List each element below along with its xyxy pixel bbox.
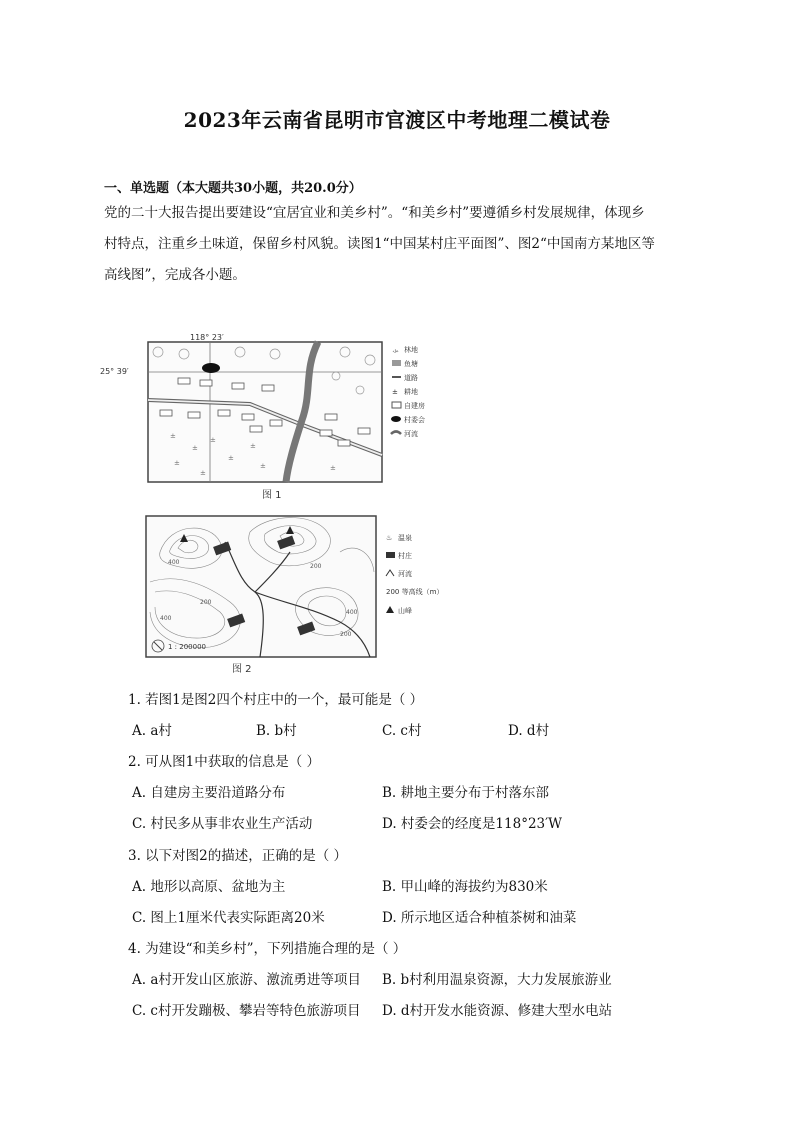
legend-village: 村庄 bbox=[398, 552, 412, 560]
legend-fishpond: 鱼塘 bbox=[404, 360, 418, 368]
question-stem: 4. 为建设“和美乡村”，下列措施合理的是（ ） bbox=[128, 941, 407, 957]
svg-text:±: ± bbox=[174, 459, 180, 467]
fig2-scale: 1 : 200000 bbox=[168, 643, 206, 651]
option-a: A. 自建房主要沿道路分布 bbox=[132, 785, 286, 801]
svg-text:⺗: ⺗ bbox=[392, 346, 399, 354]
option-a: A. 地形以高原、盆地为主 bbox=[132, 879, 286, 895]
question-stem: 1. 若图1是图2四个村庄中的一个，最可能是（ ） bbox=[128, 692, 424, 708]
fig1-legend bbox=[391, 345, 425, 438]
page-title: 2023年云南省昆明市官渡区中考地理二模试卷 bbox=[183, 108, 611, 132]
legend-river: 河流 bbox=[404, 430, 418, 438]
option-b: B. b村利用温泉资源，大力发展旅游业 bbox=[382, 972, 612, 988]
fig2-caption: 图 2 bbox=[232, 664, 252, 675]
legend-road: 道路 bbox=[404, 374, 418, 382]
intro-line: 村特点，注重乡土味道，保留乡村风貌。读图1“中国某村庄平面图”、图2“中国南方某地区等 bbox=[104, 236, 655, 252]
svg-text:400: 400 bbox=[346, 609, 358, 616]
village-committee bbox=[202, 363, 220, 373]
figure-2-contour-map bbox=[140, 512, 460, 677]
svg-text:±: ± bbox=[250, 442, 256, 450]
option-c: C. c村开发蹦极、攀岩等特色旅游项目 bbox=[132, 1003, 361, 1019]
option-b: B. 耕地主要分布于村落东部 bbox=[382, 785, 550, 801]
question-stem: 2. 可从图1中获取的信息是（ ） bbox=[128, 754, 321, 770]
legend-river: 河流 bbox=[398, 570, 412, 578]
svg-text:400: 400 bbox=[168, 559, 180, 566]
section-heading: 一、单选题（本大题共30小题，共20.0分） bbox=[104, 181, 362, 196]
svg-text:♨: ♨ bbox=[386, 534, 393, 542]
legend-farmland: 耕地 bbox=[404, 388, 418, 396]
svg-text:±: ± bbox=[330, 464, 336, 472]
svg-text:200: 200 bbox=[200, 599, 212, 606]
intro-paragraph bbox=[104, 198, 694, 291]
svg-text:±: ± bbox=[260, 462, 266, 470]
option-a: A. a村 bbox=[132, 723, 172, 739]
svg-text:±: ± bbox=[210, 436, 216, 444]
option-d: D. d村 bbox=[508, 723, 550, 739]
figure-1-village-plan bbox=[100, 330, 460, 505]
legend-contour: 200 等高线（m） bbox=[386, 588, 444, 596]
question-stem: 3. 以下对图2的描述，正确的是（ ） bbox=[128, 848, 348, 864]
option-c: C. c村 bbox=[382, 723, 422, 739]
option-d: D. d村开发水能资源、修建大型水电站 bbox=[382, 1003, 613, 1019]
svg-text:400: 400 bbox=[160, 615, 172, 622]
option-d: D. 所示地区适合种植茶树和油菜 bbox=[382, 910, 577, 926]
svg-text:200: 200 bbox=[310, 563, 322, 570]
legend-peak: 山峰 bbox=[398, 607, 412, 615]
legend-house: 自建房 bbox=[404, 402, 425, 410]
fig1-latitude-label: 25° 39′ bbox=[100, 367, 129, 376]
option-c: C. 图上1厘米代表实际距离20米 bbox=[132, 910, 325, 926]
svg-text:±: ± bbox=[170, 432, 176, 440]
svg-text:200: 200 bbox=[340, 631, 352, 638]
legend-woodland: 林地 bbox=[404, 346, 418, 354]
option-b: B. b村 bbox=[256, 723, 297, 739]
svg-text:±: ± bbox=[228, 454, 234, 462]
legend-hot-spring: 温泉 bbox=[398, 534, 412, 542]
fig1-longitude-label: 118° 23′ bbox=[190, 333, 224, 342]
intro-line: 党的二十大报告提出要建设“宜居宜业和美乡村”。“和美乡村”要遵循乡村发展规律，体现乡 bbox=[104, 205, 645, 221]
option-a: A. a村开发山区旅游、激流勇进等项目 bbox=[132, 972, 361, 988]
intro-line: 高线图”，完成各小题。 bbox=[104, 267, 246, 283]
svg-text:±: ± bbox=[392, 388, 398, 396]
option-d: D. 村委会的经度是118°23′W bbox=[382, 816, 563, 832]
svg-text:±: ± bbox=[200, 469, 206, 477]
legend-committee: 村委会 bbox=[404, 416, 425, 424]
option-b: B. 甲山峰的海拔约为830米 bbox=[382, 879, 548, 895]
option-c: C. 村民多从事非农业生产活动 bbox=[132, 816, 313, 832]
svg-text:±: ± bbox=[192, 444, 198, 452]
fig2-legend bbox=[386, 533, 443, 615]
fig1-caption: 图 1 bbox=[262, 490, 282, 501]
